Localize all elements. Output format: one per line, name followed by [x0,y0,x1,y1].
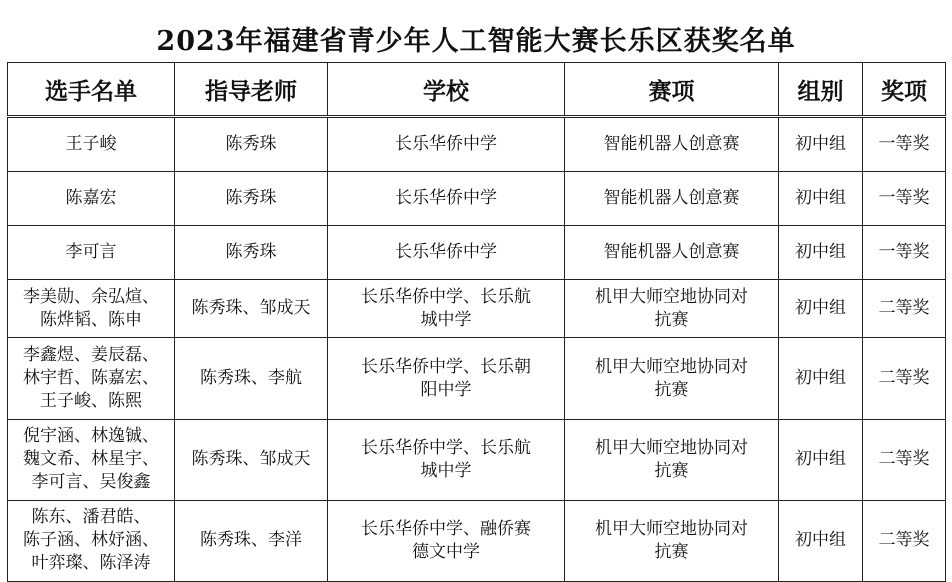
cell-line: 陈秀珠 [225,188,277,209]
cell-line: 长乐华侨中学、长乐航 [361,286,531,307]
cell-line: 机甲大师空地协同对 [595,356,748,377]
cell-line: 倪宇涵、林逸铖、 [23,426,159,447]
table-row [8,419,946,500]
cell-group: 初中组 [779,500,863,581]
cell-line: 城中学 [420,309,472,330]
cell-teachers [175,226,328,280]
cell-line: 王子峻、陈熙 [40,391,142,412]
cell-event [565,172,779,226]
table-header-row [8,63,946,117]
cell-school [328,172,565,226]
cell-line: 陈秀珠、邹成天 [191,449,311,470]
cell-players [8,117,175,172]
cell-line: 陈秀珠 [225,242,277,263]
cell-award: 二等奖 [863,280,946,338]
cell-event [565,280,779,338]
cell-players [8,226,175,280]
cell-line: 陈秀珠、李洋 [200,530,302,551]
cell-line: 林宇哲、陈嘉宏、 [23,368,159,389]
cell-teachers [175,117,328,172]
cell-line: 李鑫煜、姜辰磊、 [23,345,159,366]
header-award: 奖项 [863,63,946,117]
table-row [8,280,946,338]
cell-line: 抗赛 [654,541,689,562]
cell-school [328,419,565,500]
cell-event [565,338,779,419]
cell-players [8,500,175,581]
header-school: 学校 [328,63,565,117]
cell-award: 一等奖 [863,226,946,280]
cell-teachers [175,172,328,226]
cell-line: 陈秀珠 [225,134,277,155]
cell-line: 智能机器人创意赛 [603,242,740,263]
cell-line: 长乐华侨中学 [395,242,497,263]
cell-award: 一等奖 [863,172,946,226]
cell-group: 初中组 [779,338,863,419]
cell-line: 德文中学 [412,541,480,562]
cell-line: 陈烨韬、陈申 [40,309,142,330]
cell-line: 魏文希、林星宇、 [23,449,159,470]
cell-line: 李可言 [65,242,117,263]
header-group: 组别 [779,63,863,117]
cell-school [328,280,565,338]
table-row [8,500,946,581]
awards-table [7,62,946,582]
cell-line: 陈子涵、林妤涵、 [23,530,159,551]
cell-line: 机甲大师空地协同对 [595,437,748,458]
cell-award: 二等奖 [863,338,946,419]
cell-award: 一等奖 [863,117,946,172]
cell-line: 智能机器人创意赛 [603,188,740,209]
cell-line: 陈秀珠、李航 [200,368,302,389]
cell-school [328,226,565,280]
cell-teachers [175,338,328,419]
cell-line: 陈嘉宏 [65,188,117,209]
cell-line: 陈秀珠、邹成天 [191,298,311,319]
cell-line: 抗赛 [654,460,689,481]
cell-line: 长乐华侨中学、长乐航 [361,437,531,458]
cell-award: 二等奖 [863,500,946,581]
cell-award: 二等奖 [863,419,946,500]
cell-group: 初中组 [779,419,863,500]
cell-teachers [175,500,328,581]
header-event: 赛项 [565,63,779,117]
cell-line: 抗赛 [654,309,689,330]
cell-players [8,280,175,338]
header-players: 选手名单 [8,63,175,117]
table-row [8,338,946,419]
cell-line: 叶弈璨、陈泽涛 [31,553,151,574]
cell-group: 初中组 [779,226,863,280]
page-title: 2023年福建省青少年人工智能大赛长乐区获奖名单 [156,26,796,57]
header-teachers: 指导老师 [175,63,328,117]
cell-line: 长乐华侨中学、长乐朝 [361,356,531,377]
cell-players [8,338,175,419]
cell-line: 智能机器人创意赛 [603,134,740,155]
table-row [8,226,946,280]
cell-event [565,500,779,581]
cell-line: 城中学 [420,460,472,481]
cell-group: 初中组 [779,280,863,338]
cell-players [8,419,175,500]
cell-line: 阳中学 [420,379,472,400]
cell-line: 长乐华侨中学 [395,134,497,155]
cell-school [328,117,565,172]
table-row [8,172,946,226]
cell-group: 初中组 [779,172,863,226]
cell-line: 王子峻 [65,134,117,155]
table-row [8,117,946,172]
cell-line: 李可言、吴俊鑫 [31,472,151,493]
cell-players [8,172,175,226]
cell-line: 机甲大师空地协同对 [595,518,748,539]
cell-line: 陈东、潘君皓、 [31,507,151,528]
cell-school [328,500,565,581]
cell-line: 长乐华侨中学、融侨赛 [361,518,531,539]
cell-event [565,117,779,172]
cell-line: 抗赛 [654,379,689,400]
cell-event [565,226,779,280]
cell-line: 机甲大师空地协同对 [595,286,748,307]
cell-line: 李美勋、余弘煊、 [23,286,159,307]
cell-teachers [175,280,328,338]
cell-teachers [175,419,328,500]
cell-school [328,338,565,419]
cell-line: 长乐华侨中学 [395,188,497,209]
cell-group: 初中组 [779,117,863,172]
cell-event [565,419,779,500]
